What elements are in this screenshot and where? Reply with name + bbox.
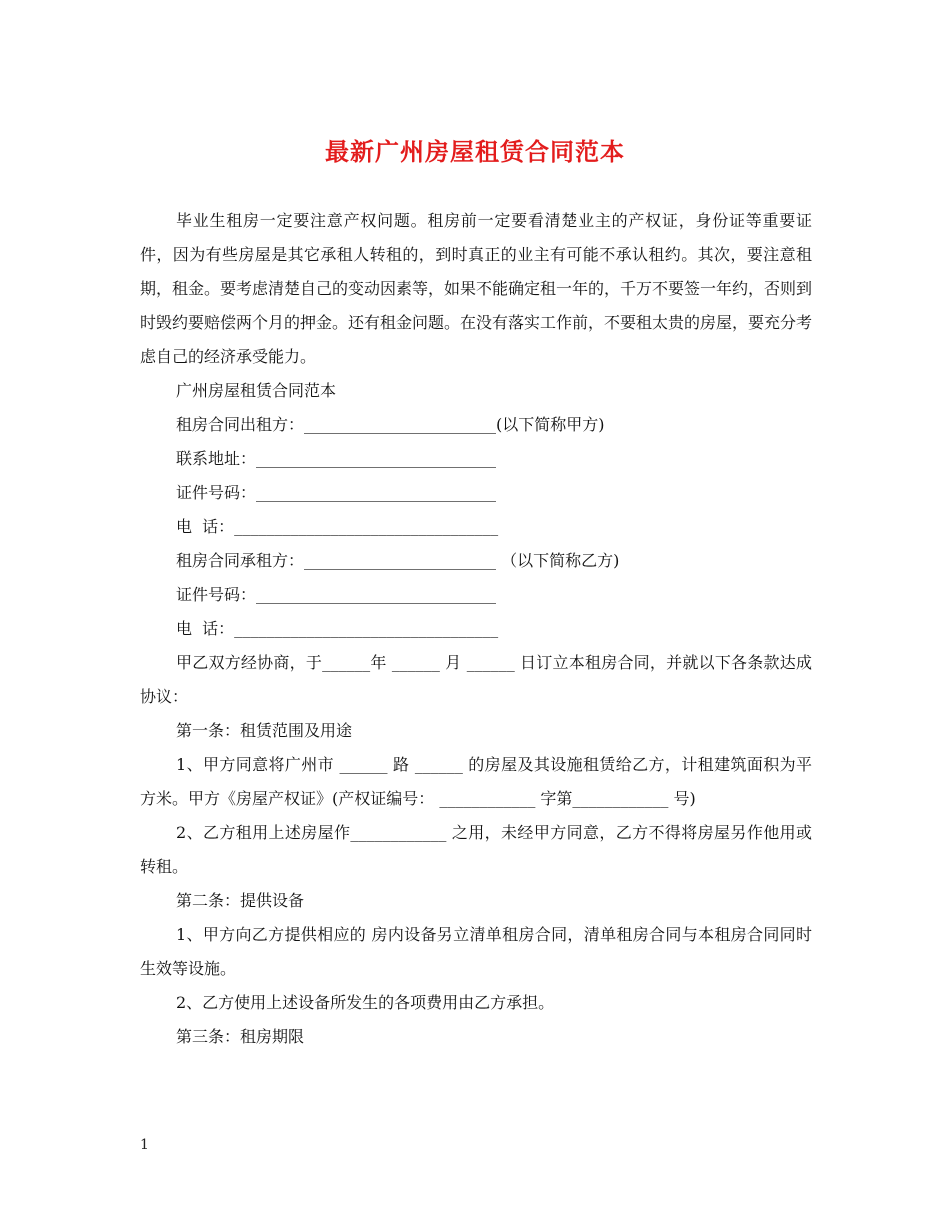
page-title: 最新广州房屋租赁合同范本 <box>325 138 625 166</box>
paragraph: 第一条：租赁范围及用途 <box>176 721 353 740</box>
paragraph: 联系地址：______________________________ <box>176 449 497 468</box>
paragraph: 2、乙方租用上述房屋作____________ 之用，未经甲方同意，乙方不得将房屋另作他用或转租。 <box>140 823 812 876</box>
paragraph: 广州房屋租赁合同范本 <box>176 381 337 400</box>
paragraph: 租房合同承租方：________________________ （以下简称乙方) <box>176 551 620 570</box>
paragraph: 甲乙双方经协商，于______年 ______ 月 ______ 日订立本租房合同，并就以下各条款达成协议： <box>140 653 812 706</box>
paragraph: 租房合同出租方：________________________(以下简称甲方) <box>176 415 605 434</box>
paragraph: 2、乙方使用上述设备所发生的各项费用由乙方承担。 <box>176 993 555 1012</box>
paragraph: 证件号码：______________________________ <box>176 483 497 502</box>
paragraph: 证件号码：______________________________ <box>176 585 497 604</box>
document-body <box>140 204 812 1054</box>
paragraph: 第三条：租房期限 <box>176 1027 305 1046</box>
page-number: 1 <box>140 1137 149 1153</box>
paragraph: 第二条：提供设备 <box>176 891 305 910</box>
paragraph: 电 话：_________________________________ <box>176 517 499 536</box>
paragraph: 1、甲方同意将广州市 ______ 路 ______ 的房屋及其设施租赁给乙方，计租建筑面积为平方米。甲方《房屋产权证》(产权证编号： ____________ 字第____________ 号) <box>140 755 812 808</box>
paragraph: 1、甲方向乙方提供相应的 房内设备另立清单租房合同，清单租房合同与本租房合同同时生效等设施。 <box>140 925 812 978</box>
paragraph: 毕业生租房一定要注意产权问题。租房前一定要看清楚业主的产权证，身份证等重要证件，因为有些房屋是其它承租人转租的，到时真正的业主有可能不承认租约。其次，要注意租期，租金。要考虑清楚自己的变动因素等，如果不能确定租一年的，千万不要签一年约，否则到时毁约要赔偿两个月的押金。还有租金问题。在没有落实工作前，不要租太贵的房屋，要充分考虑自己的经济承受能力。 <box>140 211 813 366</box>
paragraph: 电 话：_________________________________ <box>176 619 499 638</box>
